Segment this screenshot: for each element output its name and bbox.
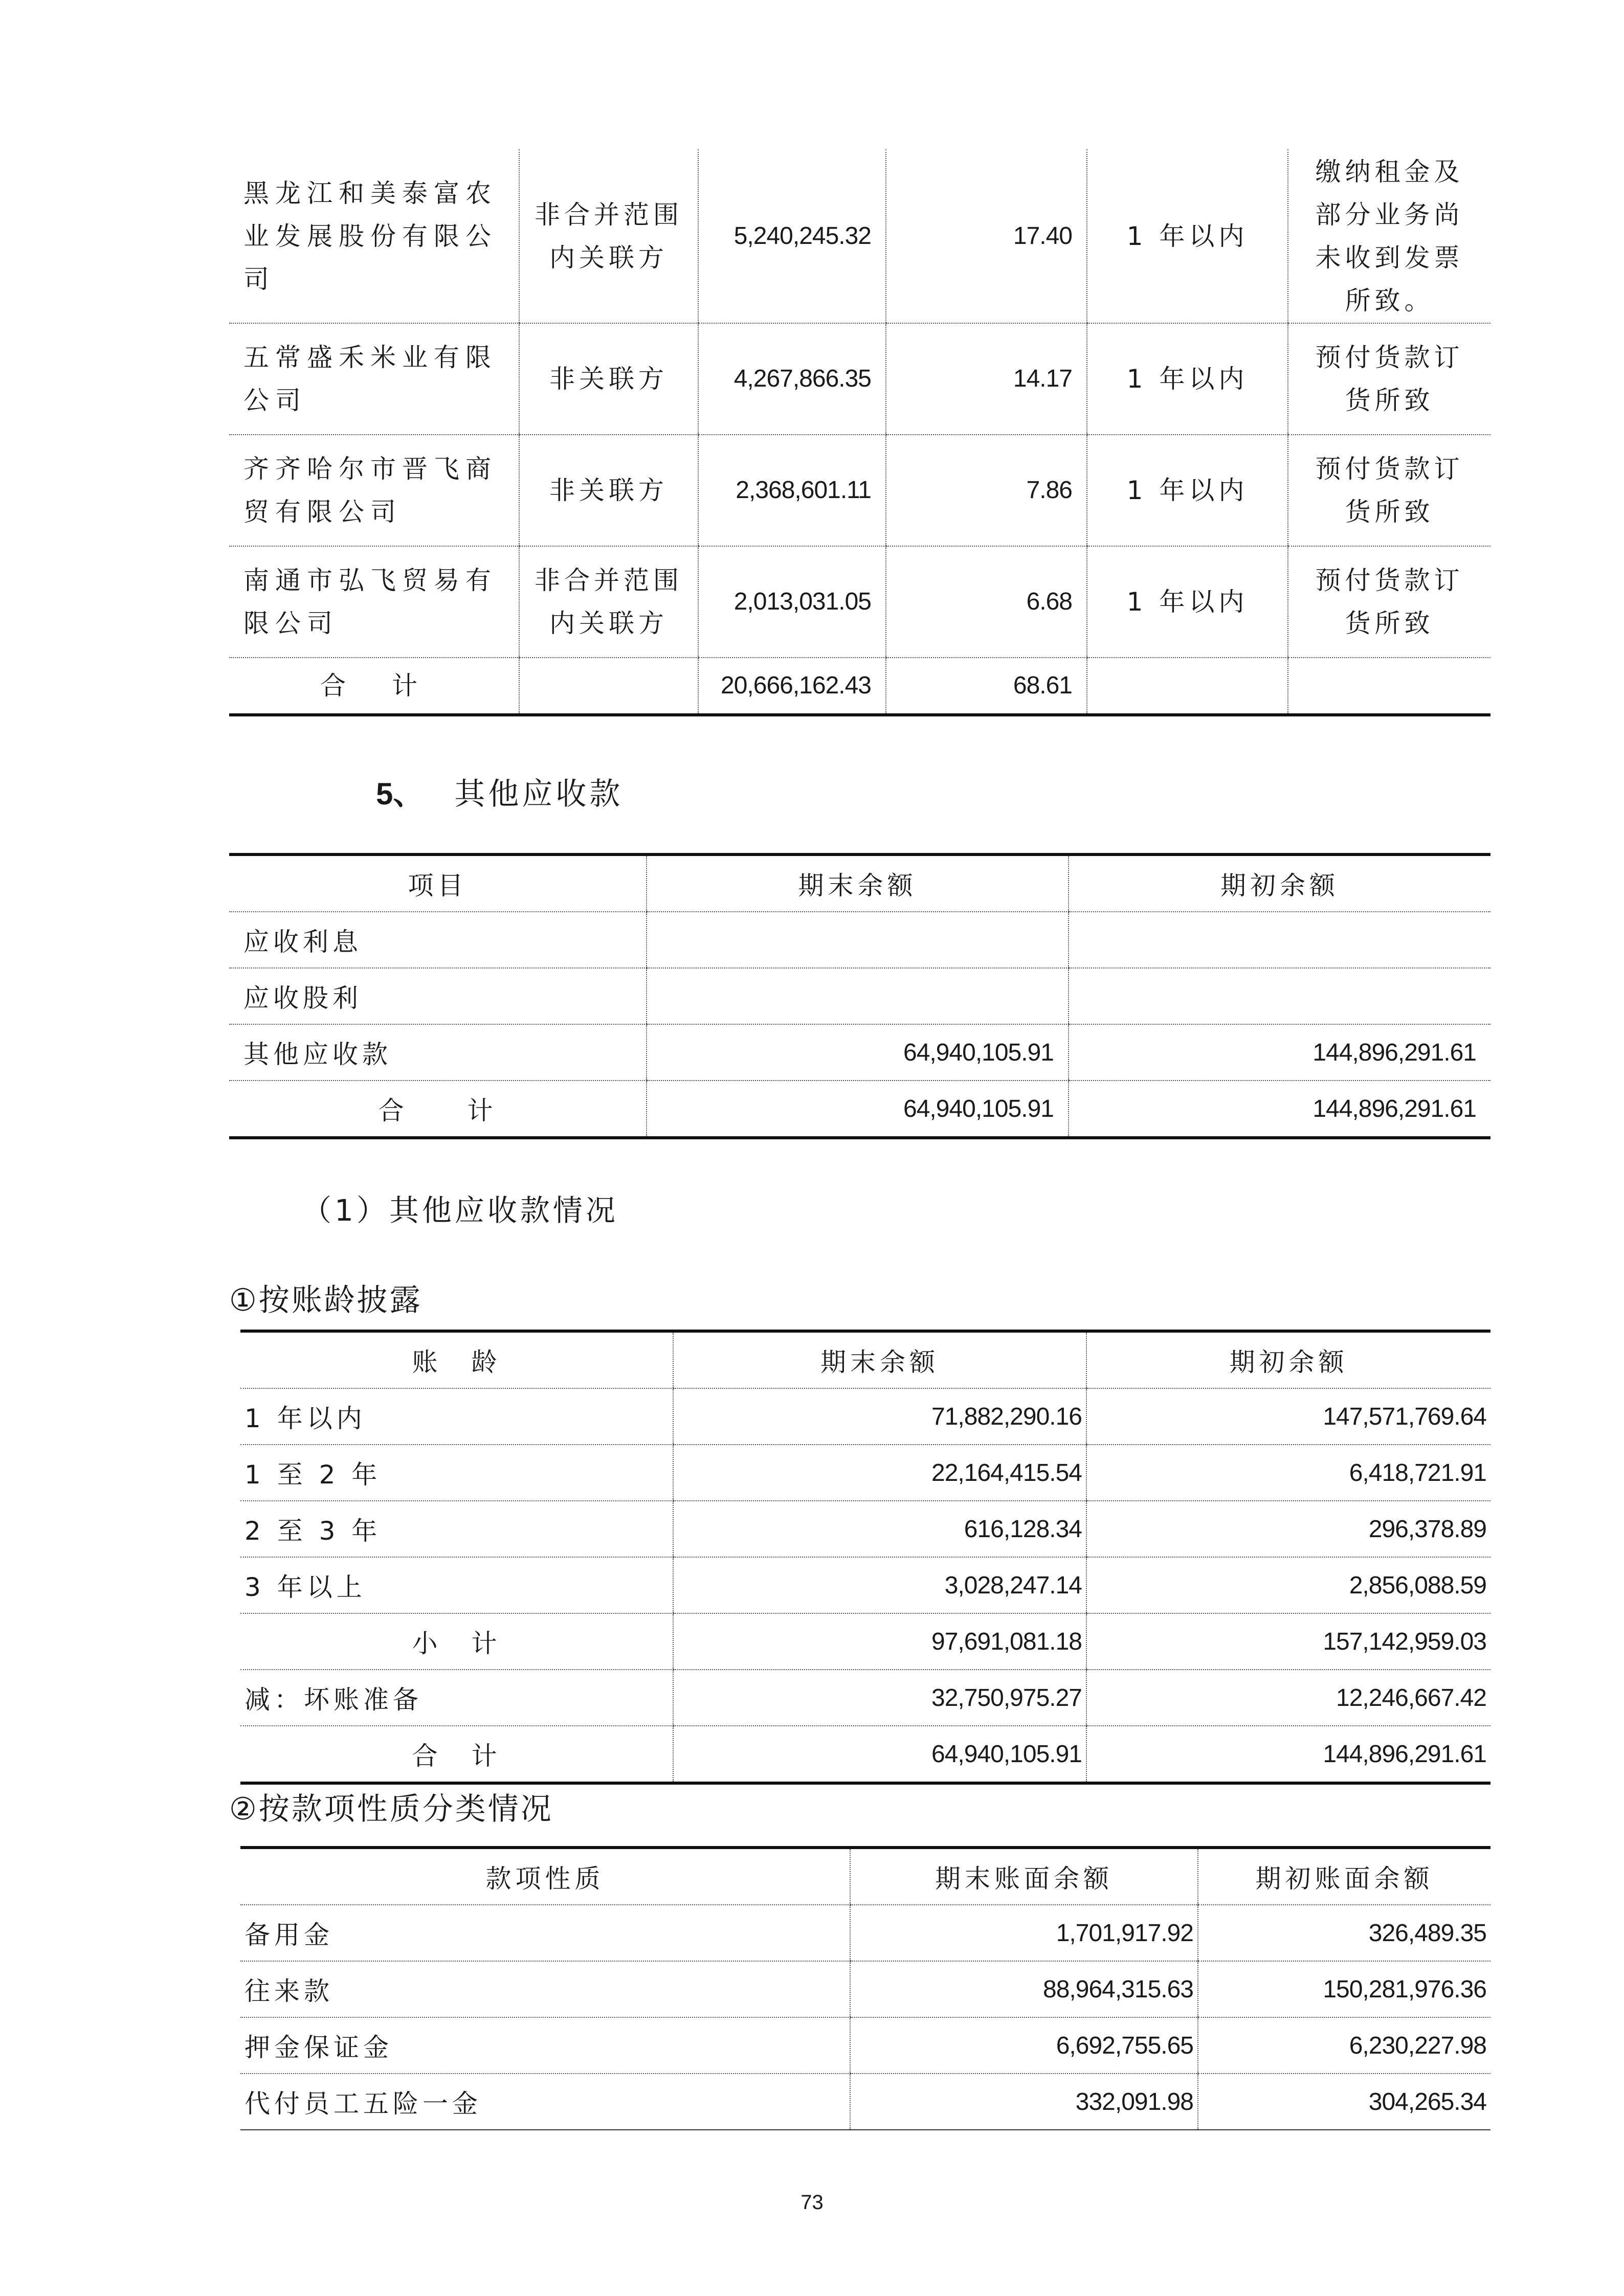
company-name: 黑龙江和美泰富农 业发展股份有限公 司 <box>229 149 519 323</box>
end-balance: 22,164,415.54 <box>673 1445 1086 1501</box>
reason: 预付货款订 货所致 <box>1288 323 1490 435</box>
total-amount: 20,666,162.43 <box>698 658 886 715</box>
begin-balance: 2,856,088.59 <box>1086 1557 1490 1613</box>
section-title: 其他应收款 <box>454 776 624 812</box>
nature-table <box>240 1846 1490 2130</box>
end-balance <box>647 968 1069 1024</box>
header-item: 项目 <box>229 854 647 912</box>
nature-item: 往来款 <box>240 1961 850 2017</box>
total-row <box>240 1726 1490 1783</box>
begin-balance: 296,378.89 <box>1086 1501 1490 1557</box>
header-end-balance: 期末余额 <box>673 1331 1086 1388</box>
aging: 1 年以内 <box>1087 149 1288 323</box>
table-row <box>240 1445 1490 1501</box>
end-balance: 64,940,105.91 <box>647 1081 1069 1138</box>
nature-item: 代付员工五险一金 <box>240 2074 850 2130</box>
relation-type: 非合并范围 内关联方 <box>519 149 698 323</box>
subsection-heading: （1）其他应收款情况 <box>302 1193 618 1228</box>
amount: 5,240,245.32 <box>698 149 886 323</box>
table-row <box>229 149 1490 323</box>
header-begin-balance: 期初余额 <box>1086 1331 1490 1388</box>
aging-label: ①按账龄披露 <box>229 1282 422 1318</box>
end-balance: 616,128.34 <box>673 1501 1086 1557</box>
reason: 预付货款订 货所致 <box>1288 435 1490 546</box>
total-label: 合 计 <box>240 1726 673 1783</box>
end-balance: 32,750,975.27 <box>673 1670 1086 1726</box>
end-balance <box>647 912 1069 968</box>
prepayment-table <box>229 149 1490 716</box>
header-nature: 款项性质 <box>240 1848 850 1905</box>
begin-balance: 144,896,291.61 <box>1086 1726 1490 1783</box>
item: 其他应收款 <box>229 1024 647 1081</box>
ratio: 7.86 <box>886 435 1087 546</box>
table-row <box>240 1557 1490 1613</box>
end-balance: 71,882,290.16 <box>673 1388 1086 1445</box>
aging-bucket: 2 至 3 年 <box>240 1501 673 1557</box>
end-balance: 6,692,755.65 <box>850 2017 1198 2074</box>
section-heading <box>376 770 623 814</box>
header-aging: 账 龄 <box>240 1331 673 1388</box>
total-row <box>229 658 1490 715</box>
table-row <box>229 323 1490 435</box>
reason: 预付货款订 货所致 <box>1288 546 1490 658</box>
header-row <box>240 1848 1490 1905</box>
aging-bucket: 3 年以上 <box>240 1557 673 1613</box>
amount: 4,267,866.35 <box>698 323 886 435</box>
ratio: 17.40 <box>886 149 1087 323</box>
section-number: 5、 <box>376 777 424 811</box>
table-row <box>229 435 1490 546</box>
ratio: 14.17 <box>886 323 1087 435</box>
empty-cell <box>1288 658 1490 715</box>
begin-balance: 12,246,667.42 <box>1086 1670 1490 1726</box>
item: 应收利息 <box>229 912 647 968</box>
empty-cell <box>519 658 698 715</box>
aging-bucket: 1 至 2 年 <box>240 1445 673 1501</box>
begin-balance: 326,489.35 <box>1198 1905 1490 1961</box>
other-receivables-summary-table <box>229 853 1490 1139</box>
header-begin-balance: 期初余额 <box>1069 854 1490 912</box>
table-row <box>240 1501 1490 1557</box>
reason: 缴纳租金及 部分业务尚 未收到发票 所致。 <box>1288 149 1490 323</box>
total-ratio: 68.61 <box>886 658 1087 715</box>
table-row <box>240 2017 1490 2074</box>
nature-item: 押金保证金 <box>240 2017 850 2074</box>
header-end-book-balance: 期末账面余额 <box>850 1848 1198 1905</box>
begin-balance: 157,142,959.03 <box>1086 1613 1490 1670</box>
begin-balance <box>1069 968 1490 1024</box>
end-balance: 332,091.98 <box>850 2074 1198 2130</box>
begin-balance: 304,265.34 <box>1198 2074 1490 2130</box>
aging: 1 年以内 <box>1087 435 1288 546</box>
amount: 2,013,031.05 <box>698 546 886 658</box>
begin-balance: 144,896,291.61 <box>1069 1024 1490 1081</box>
page-number: 73 <box>800 2191 824 2214</box>
table-row <box>229 912 1490 968</box>
amount: 2,368,601.11 <box>698 435 886 546</box>
begin-balance: 147,571,769.64 <box>1086 1388 1490 1445</box>
subtotal-row <box>240 1613 1490 1670</box>
company-name: 齐齐哈尔市晋飞商 贸有限公司 <box>229 435 519 546</box>
item: 应收股利 <box>229 968 647 1024</box>
begin-balance: 144,896,291.61 <box>1069 1081 1490 1138</box>
total-label: 合 计 <box>229 1081 647 1138</box>
table-row <box>240 2074 1490 2130</box>
end-balance: 1,701,917.92 <box>850 1905 1198 1961</box>
header-end-balance: 期末余额 <box>647 854 1069 912</box>
total-row <box>229 1081 1490 1138</box>
begin-balance: 6,418,721.91 <box>1086 1445 1490 1501</box>
company-name: 五常盛禾米业有限 公司 <box>229 323 519 435</box>
nature-item: 备用金 <box>240 1905 850 1961</box>
end-balance: 64,940,105.91 <box>673 1726 1086 1783</box>
end-balance: 64,940,105.91 <box>647 1024 1069 1081</box>
relation-type: 非关联方 <box>519 435 698 546</box>
end-balance: 88,964,315.63 <box>850 1961 1198 2017</box>
table-row <box>240 1388 1490 1445</box>
relation-type: 非合并范围 内关联方 <box>519 546 698 658</box>
table-row <box>240 1670 1490 1726</box>
aging-bucket: 1 年以内 <box>240 1388 673 1445</box>
header-row <box>229 854 1490 912</box>
total-label: 合 计 <box>229 658 519 715</box>
table-row <box>229 968 1490 1024</box>
nature-label: ②按款项性质分类情况 <box>229 1791 553 1827</box>
table-row <box>240 1905 1490 1961</box>
header-begin-book-balance: 期初账面余额 <box>1198 1848 1490 1905</box>
begin-balance <box>1069 912 1490 968</box>
aging: 1 年以内 <box>1087 323 1288 435</box>
empty-cell <box>1087 658 1288 715</box>
relation-type: 非关联方 <box>519 323 698 435</box>
ratio: 6.68 <box>886 546 1087 658</box>
company-name: 南通市弘飞贸易有 限公司 <box>229 546 519 658</box>
begin-balance: 6,230,227.98 <box>1198 2017 1490 2074</box>
aging: 1 年以内 <box>1087 546 1288 658</box>
subtotal-label: 小 计 <box>240 1613 673 1670</box>
end-balance: 97,691,081.18 <box>673 1613 1086 1670</box>
aging-table <box>240 1330 1490 1785</box>
bad-debt-label: 减：坏账准备 <box>240 1670 673 1726</box>
begin-balance: 150,281,976.36 <box>1198 1961 1490 2017</box>
header-row <box>240 1331 1490 1388</box>
table-row <box>229 546 1490 658</box>
table-row <box>240 1961 1490 2017</box>
end-balance: 3,028,247.14 <box>673 1557 1086 1613</box>
table-row <box>229 1024 1490 1081</box>
